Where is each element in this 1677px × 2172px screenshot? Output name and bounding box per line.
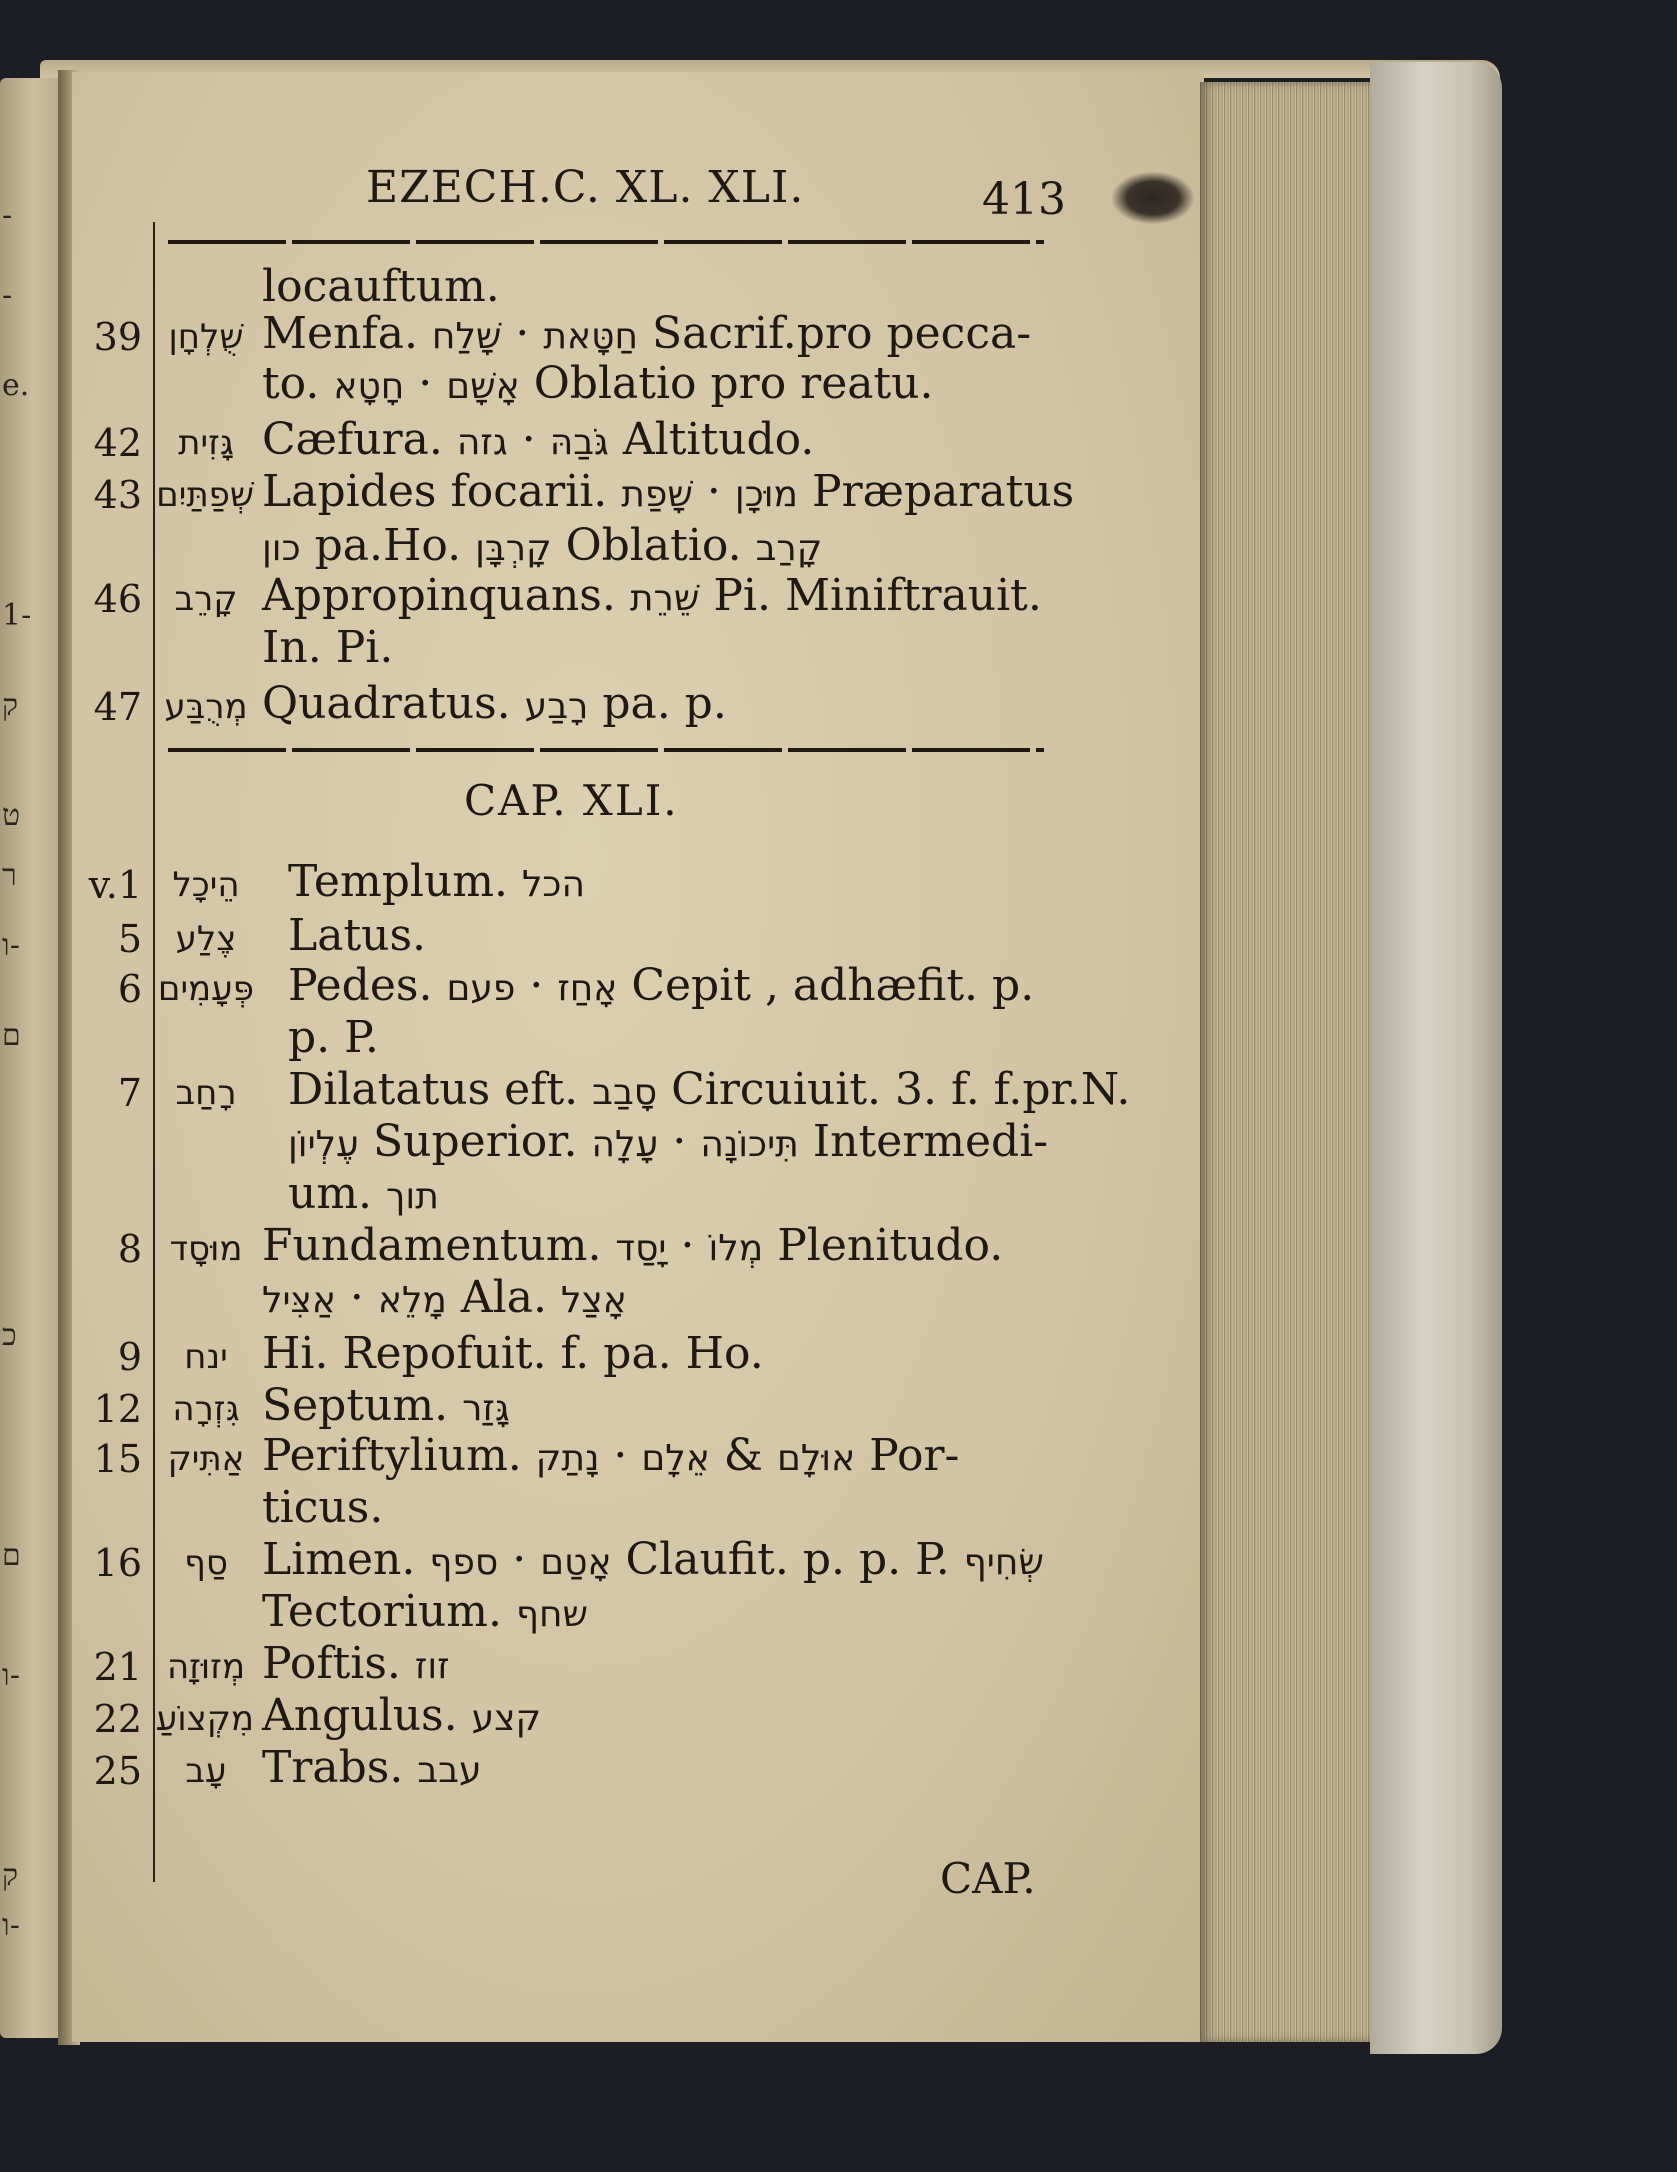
section-rule — [168, 748, 1044, 752]
gloss-line: In. Pi. — [262, 622, 394, 673]
page-number: 413 — [982, 174, 1066, 225]
prev-edge-mark: e. — [2, 368, 30, 403]
prev-edge-mark: - — [2, 198, 13, 233]
verse-number: 15 — [93, 1437, 142, 1481]
gloss-line: Latus. — [288, 910, 427, 961]
gloss-line: Quadratus. רָבַע pa. p. — [262, 678, 727, 729]
catchword: CAP. — [940, 1854, 1036, 1903]
verse-number: 46 — [93, 577, 142, 621]
gloss-line: Fundamentum. יָסַד · מְלוֹ Plenitudo. — [262, 1220, 1004, 1271]
hebrew-lemma: הֵיכָל — [172, 865, 240, 905]
verse-number: 16 — [93, 1541, 142, 1585]
prev-edge-mark: 1- — [2, 598, 32, 633]
prev-edge-mark: ו- — [2, 928, 20, 963]
gloss-line: Poftis. זוז — [262, 1638, 450, 1689]
hebrew-lemma: מְזוּזָה — [166, 1647, 246, 1687]
gloss-line: Angulus. קצע — [262, 1690, 542, 1741]
prev-edge-mark: ו- — [2, 1908, 20, 1943]
gloss-line: um. תוך — [288, 1168, 439, 1219]
verse-number: v.1 — [88, 863, 142, 907]
verse-number: 42 — [93, 421, 142, 465]
hebrew-lemma: גָּזִית — [178, 423, 234, 463]
chapter-heading: CAP. XLI. — [464, 776, 679, 825]
verse-number: 5 — [117, 917, 142, 961]
gloss-line: Septum. גָּזַר — [262, 1380, 510, 1431]
verse-number: 39 — [93, 315, 142, 359]
verse-number: 43 — [93, 473, 142, 517]
verse-number: 9 — [117, 1335, 142, 1379]
hebrew-lemma: אַתִּיק — [167, 1439, 245, 1479]
hebrew-lemma: שֻׁלְחָן — [168, 317, 244, 357]
prev-edge-mark: ר — [2, 858, 17, 893]
gloss-line: Tectorium. שחף — [262, 1586, 588, 1637]
hebrew-lemma: ינח — [184, 1337, 228, 1377]
gloss-line: Templum. הכל — [288, 856, 585, 907]
book-cover-edge — [1370, 62, 1502, 2054]
gloss-line: כון pa.Ho. קָרְבָּן Oblatio. קָרַב — [262, 520, 823, 571]
previous-page-text — [0, 78, 60, 2038]
hebrew-lemma: צֶלַע — [175, 919, 237, 959]
gloss-line: ticus. — [262, 1482, 384, 1533]
hebrew-lemma: קָרֵב — [174, 579, 238, 619]
ink-stain — [1112, 172, 1194, 224]
verse-number: 8 — [117, 1227, 142, 1271]
verse-number: 6 — [117, 967, 142, 1011]
hebrew-lemma: גִּזְרָה — [172, 1389, 240, 1429]
gloss-line: אַצִּיל · מָלֵא Ala. אָצַל — [262, 1272, 627, 1323]
hebrew-lemma: עָב — [185, 1751, 227, 1791]
gloss-line: p. P. — [288, 1012, 379, 1063]
gloss-line: Pedes. פעם · אָחַז Cepit , adhæfit. p. — [288, 960, 1035, 1011]
gloss-line: Periftylium. נָתַק · אֵלָם & אוּלָם Por- — [262, 1430, 960, 1481]
hebrew-lemma: רָחַב — [175, 1073, 237, 1113]
hebrew-lemma: מִקְצוֹעַ — [155, 1699, 254, 1739]
page-block-fore-edge — [1200, 82, 1370, 2042]
running-title: EZECH.C. XL. XLI. — [366, 162, 805, 213]
prev-edge-mark: - — [2, 278, 13, 313]
margin-rule — [153, 222, 155, 1882]
hebrew-lemma: סַף — [184, 1543, 228, 1583]
hebrew-lemma: פְּעָמִים — [157, 969, 254, 1009]
gloss-line: locauftum. — [262, 261, 500, 312]
hebrew-lemma: שְׁפַתַּיִם — [156, 475, 254, 515]
prev-edge-mark: ק — [2, 688, 19, 723]
verse-number: 21 — [93, 1645, 142, 1689]
gloss-line: Menfa. שָׁלַח · חַטָּאת Sacrif.pro pecca- — [262, 308, 1032, 359]
gloss-line: Cæfura. גזה · גֹּבַהּ Altitudo. — [262, 414, 815, 465]
verse-number: 25 — [93, 1749, 142, 1793]
gloss-line: Hi. Repofuit. f. pa. Ho. — [262, 1328, 764, 1379]
prev-edge-mark: ם — [2, 1538, 21, 1573]
prev-edge-mark: ט — [2, 798, 21, 833]
gloss-line: Dilatatus eft. סָבַב Circuiuit. 3. f. f.pr.N. — [288, 1064, 1131, 1115]
verse-number: 7 — [117, 1071, 142, 1115]
verse-number: 22 — [93, 1697, 142, 1741]
gloss-line: Appropinquans. שֵׁרֵת Pi. Miniftrauit. — [262, 570, 1042, 621]
gloss-line: עֶלְיוֹן Superior. עָלָה · תִּיכוֹנָה Intermedi- — [288, 1116, 1049, 1167]
gloss-line: Trabs. עבב — [262, 1742, 482, 1793]
verse-number: 47 — [93, 685, 142, 729]
prev-edge-mark: ו- — [2, 1658, 20, 1693]
gloss-line: to. חָטָא · אָשָׁם Oblatio pro reatu. — [262, 358, 934, 409]
prev-edge-mark: ק — [2, 1858, 19, 1893]
hebrew-lemma: מוּסָד — [169, 1229, 243, 1269]
gloss-line: Limen. ספף · אָטַם Claufit. p. p. P. שְׂחִיף — [262, 1534, 1044, 1585]
hebrew-lemma: מְרֻבַּע — [164, 687, 248, 727]
gloss-line: Lapides focarii. שָׁפַת · מוּכָן Præparatus — [262, 466, 1075, 517]
header-rule — [168, 240, 1044, 244]
prev-edge-mark: ם — [2, 1018, 21, 1053]
prev-edge-mark: כ — [2, 1318, 17, 1353]
verse-number: 12 — [93, 1387, 142, 1431]
